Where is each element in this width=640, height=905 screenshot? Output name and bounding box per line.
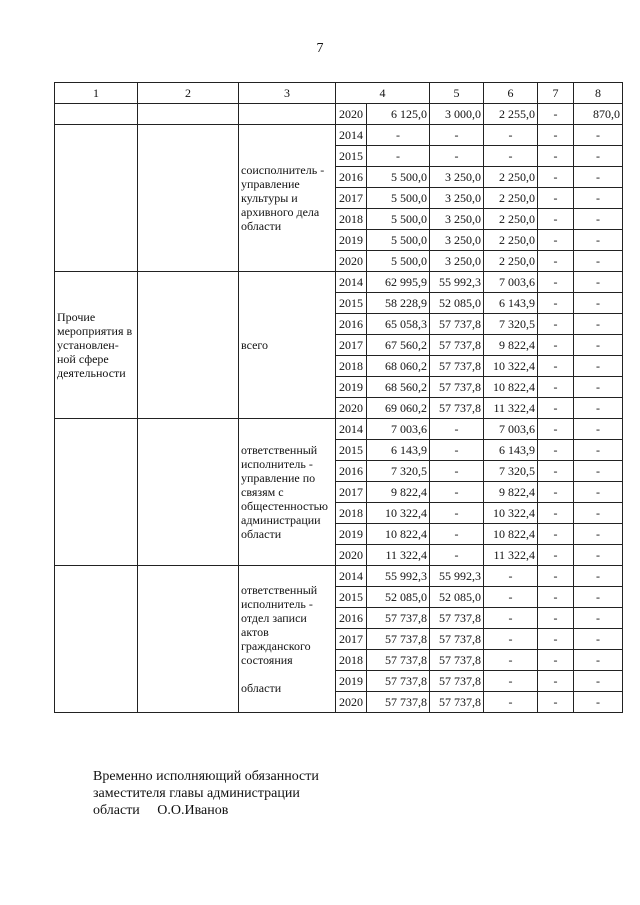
activity-name-cell: Прочие мероприятия в установлен- ной сфере деятельности <box>55 272 138 419</box>
regional-cell: 10 822,4 <box>484 524 538 545</box>
local-cell: - <box>538 440 574 461</box>
total-cell: 11 322,4 <box>367 545 430 566</box>
other-cell: - <box>574 398 623 419</box>
total-cell: 68 560,2 <box>367 377 430 398</box>
year-cell: 2014 <box>336 419 367 440</box>
other-cell: - <box>574 692 623 713</box>
signature-line-2: заместителя главы администрации <box>93 786 300 801</box>
table-row <box>55 125 623 146</box>
regional-cell: 2 255,0 <box>484 104 538 125</box>
signature-line-3: области О.О.Иванов <box>93 803 229 818</box>
federal-cell: - <box>430 125 484 146</box>
other-cell: - <box>574 356 623 377</box>
federal-cell: - <box>430 545 484 566</box>
federal-cell: 57 737,8 <box>430 671 484 692</box>
regional-cell: - <box>484 125 538 146</box>
regional-cell: 11 322,4 <box>484 398 538 419</box>
year-cell: 2019 <box>336 230 367 251</box>
federal-cell: 57 737,8 <box>430 356 484 377</box>
year-cell: 2020 <box>336 251 367 272</box>
year-cell: 2016 <box>336 314 367 335</box>
funding-table <box>54 82 623 713</box>
total-cell: 67 560,2 <box>367 335 430 356</box>
year-cell: 2017 <box>336 482 367 503</box>
executor-cell: всего <box>239 272 336 419</box>
federal-cell: 3 250,0 <box>430 188 484 209</box>
regional-cell: 7 320,5 <box>484 461 538 482</box>
other-cell: - <box>574 188 623 209</box>
signature-block <box>93 768 319 819</box>
regional-cell: - <box>484 146 538 167</box>
other-cell: - <box>574 293 623 314</box>
year-cell: 2018 <box>336 503 367 524</box>
total-cell: 5 500,0 <box>367 251 430 272</box>
total-cell: 5 500,0 <box>367 230 430 251</box>
federal-cell: - <box>430 503 484 524</box>
total-cell: 6 143,9 <box>367 440 430 461</box>
table-row <box>55 566 623 587</box>
regional-cell: 7 003,6 <box>484 272 538 293</box>
year-cell: 2014 <box>336 272 367 293</box>
local-cell: - <box>538 104 574 125</box>
local-cell: - <box>538 335 574 356</box>
other-cell: 870,0 <box>574 104 623 125</box>
federal-cell: 57 737,8 <box>430 398 484 419</box>
local-cell: - <box>538 251 574 272</box>
other-cell: - <box>574 545 623 566</box>
activity-name-cell <box>55 104 138 125</box>
federal-cell: - <box>430 524 484 545</box>
local-cell: - <box>538 377 574 398</box>
regional-cell: - <box>484 629 538 650</box>
federal-cell: 3 250,0 <box>430 251 484 272</box>
local-cell: - <box>538 293 574 314</box>
activity-name-cell <box>55 419 138 566</box>
local-cell: - <box>538 482 574 503</box>
local-cell: - <box>538 566 574 587</box>
other-cell: - <box>574 503 623 524</box>
other-cell: - <box>574 272 623 293</box>
year-cell: 2020 <box>336 545 367 566</box>
year-cell: 2017 <box>336 629 367 650</box>
total-cell: 7 003,6 <box>367 419 430 440</box>
regional-cell: 10 822,4 <box>484 377 538 398</box>
local-cell: - <box>538 629 574 650</box>
local-cell: - <box>538 167 574 188</box>
local-cell: - <box>538 587 574 608</box>
total-cell: - <box>367 146 430 167</box>
regional-cell: - <box>484 587 538 608</box>
total-cell: 5 500,0 <box>367 167 430 188</box>
regional-cell: - <box>484 692 538 713</box>
code-cell <box>138 104 239 125</box>
other-cell: - <box>574 125 623 146</box>
regional-cell: - <box>484 671 538 692</box>
other-cell: - <box>574 146 623 167</box>
executor-cell <box>239 104 336 125</box>
regional-cell: 6 143,9 <box>484 440 538 461</box>
federal-cell: - <box>430 482 484 503</box>
regional-cell: 7 320,5 <box>484 314 538 335</box>
year-cell: 2020 <box>336 398 367 419</box>
local-cell: - <box>538 188 574 209</box>
other-cell: - <box>574 482 623 503</box>
year-cell: 2017 <box>336 335 367 356</box>
other-cell: - <box>574 608 623 629</box>
total-cell: - <box>367 125 430 146</box>
local-cell: - <box>538 209 574 230</box>
year-cell: 2015 <box>336 146 367 167</box>
table-row <box>55 104 623 125</box>
regional-cell: 6 143,9 <box>484 293 538 314</box>
regional-cell: 10 322,4 <box>484 356 538 377</box>
year-cell: 2020 <box>336 104 367 125</box>
total-cell: 10 822,4 <box>367 524 430 545</box>
other-cell: - <box>574 650 623 671</box>
year-cell: 2017 <box>336 188 367 209</box>
local-cell: - <box>538 419 574 440</box>
code-cell <box>138 419 239 566</box>
regional-cell: 2 250,0 <box>484 209 538 230</box>
local-cell: - <box>538 524 574 545</box>
federal-cell: 52 085,0 <box>430 587 484 608</box>
federal-cell: - <box>430 419 484 440</box>
year-cell: 2016 <box>336 167 367 188</box>
local-cell: - <box>538 125 574 146</box>
executor-cell: соисполнитель - управление культуры и архивного дела области <box>239 125 336 272</box>
year-cell: 2014 <box>336 566 367 587</box>
year-cell: 2018 <box>336 209 367 230</box>
table-row <box>55 272 623 293</box>
federal-cell: 3 250,0 <box>430 230 484 251</box>
column-header-6: 6 <box>484 83 538 104</box>
total-cell: 5 500,0 <box>367 188 430 209</box>
local-cell: - <box>538 230 574 251</box>
regional-cell: 2 250,0 <box>484 188 538 209</box>
year-cell: 2016 <box>336 608 367 629</box>
other-cell: - <box>574 335 623 356</box>
total-cell: 69 060,2 <box>367 398 430 419</box>
other-cell: - <box>574 230 623 251</box>
executor-cell: ответственный исполнитель - отдел записи актов гражданского состояния области <box>239 566 336 713</box>
total-cell: 57 737,8 <box>367 692 430 713</box>
total-cell: 57 737,8 <box>367 650 430 671</box>
regional-cell: - <box>484 566 538 587</box>
local-cell: - <box>538 608 574 629</box>
regional-cell: - <box>484 608 538 629</box>
executor-cell: ответственный исполнитель - управление по связям с общестенностью администрации области <box>239 419 336 566</box>
column-header-5: 5 <box>430 83 484 104</box>
federal-cell: 57 737,8 <box>430 377 484 398</box>
local-cell: - <box>538 503 574 524</box>
other-cell: - <box>574 587 623 608</box>
other-cell: - <box>574 524 623 545</box>
federal-cell: 57 737,8 <box>430 692 484 713</box>
year-cell: 2015 <box>336 587 367 608</box>
federal-cell: 55 992,3 <box>430 566 484 587</box>
local-cell: - <box>538 272 574 293</box>
table-header-row <box>55 83 623 104</box>
total-cell: 5 500,0 <box>367 209 430 230</box>
total-cell: 9 822,4 <box>367 482 430 503</box>
regional-cell: 9 822,4 <box>484 335 538 356</box>
column-header-1: 1 <box>55 83 138 104</box>
local-cell: - <box>538 650 574 671</box>
year-cell: 2016 <box>336 461 367 482</box>
total-cell: 57 737,8 <box>367 608 430 629</box>
other-cell: - <box>574 377 623 398</box>
column-header-4: 4 <box>336 83 430 104</box>
regional-cell: 9 822,4 <box>484 482 538 503</box>
activity-name-cell <box>55 125 138 272</box>
column-header-3: 3 <box>239 83 336 104</box>
other-cell: - <box>574 440 623 461</box>
total-cell: 10 322,4 <box>367 503 430 524</box>
column-header-2: 2 <box>138 83 239 104</box>
year-cell: 2015 <box>336 293 367 314</box>
other-cell: - <box>574 566 623 587</box>
year-cell: 2018 <box>336 650 367 671</box>
year-cell: 2014 <box>336 125 367 146</box>
code-cell <box>138 566 239 713</box>
local-cell: - <box>538 692 574 713</box>
total-cell: 58 228,9 <box>367 293 430 314</box>
page-number: 7 <box>316 41 324 56</box>
other-cell: - <box>574 629 623 650</box>
year-cell: 2020 <box>336 692 367 713</box>
other-cell: - <box>574 419 623 440</box>
year-cell: 2019 <box>336 671 367 692</box>
federal-cell: - <box>430 440 484 461</box>
regional-cell: 2 250,0 <box>484 230 538 251</box>
column-header-7: 7 <box>538 83 574 104</box>
regional-cell: 2 250,0 <box>484 251 538 272</box>
local-cell: - <box>538 398 574 419</box>
local-cell: - <box>538 545 574 566</box>
regional-cell: 2 250,0 <box>484 167 538 188</box>
regional-cell: 7 003,6 <box>484 419 538 440</box>
year-cell: 2015 <box>336 440 367 461</box>
federal-cell: 52 085,0 <box>430 293 484 314</box>
federal-cell: 3 000,0 <box>430 104 484 125</box>
other-cell: - <box>574 461 623 482</box>
federal-cell: 57 737,8 <box>430 650 484 671</box>
total-cell: 62 995,9 <box>367 272 430 293</box>
total-cell: 57 737,8 <box>367 671 430 692</box>
total-cell: 55 992,3 <box>367 566 430 587</box>
federal-cell: 57 737,8 <box>430 314 484 335</box>
local-cell: - <box>538 356 574 377</box>
other-cell: - <box>574 314 623 335</box>
federal-cell: - <box>430 461 484 482</box>
federal-cell: 3 250,0 <box>430 167 484 188</box>
regional-cell: 10 322,4 <box>484 503 538 524</box>
year-cell: 2019 <box>336 524 367 545</box>
total-cell: 6 125,0 <box>367 104 430 125</box>
local-cell: - <box>538 146 574 167</box>
federal-cell: 57 737,8 <box>430 608 484 629</box>
total-cell: 57 737,8 <box>367 629 430 650</box>
local-cell: - <box>538 671 574 692</box>
total-cell: 52 085,0 <box>367 587 430 608</box>
other-cell: - <box>574 209 623 230</box>
other-cell: - <box>574 251 623 272</box>
federal-cell: - <box>430 146 484 167</box>
activity-name-cell <box>55 566 138 713</box>
year-cell: 2018 <box>336 356 367 377</box>
total-cell: 7 320,5 <box>367 461 430 482</box>
local-cell: - <box>538 314 574 335</box>
federal-cell: 57 737,8 <box>430 335 484 356</box>
total-cell: 68 060,2 <box>367 356 430 377</box>
other-cell: - <box>574 671 623 692</box>
local-cell: - <box>538 461 574 482</box>
regional-cell: - <box>484 650 538 671</box>
code-cell <box>138 272 239 419</box>
federal-cell: 57 737,8 <box>430 629 484 650</box>
other-cell: - <box>574 167 623 188</box>
table-row <box>55 419 623 440</box>
total-cell: 65 058,3 <box>367 314 430 335</box>
federal-cell: 55 992,3 <box>430 272 484 293</box>
regional-cell: 11 322,4 <box>484 545 538 566</box>
column-header-8: 8 <box>574 83 623 104</box>
code-cell <box>138 125 239 272</box>
federal-cell: 3 250,0 <box>430 209 484 230</box>
year-cell: 2019 <box>336 377 367 398</box>
signature-line-1: Временно исполняющий обязанности <box>93 769 319 784</box>
